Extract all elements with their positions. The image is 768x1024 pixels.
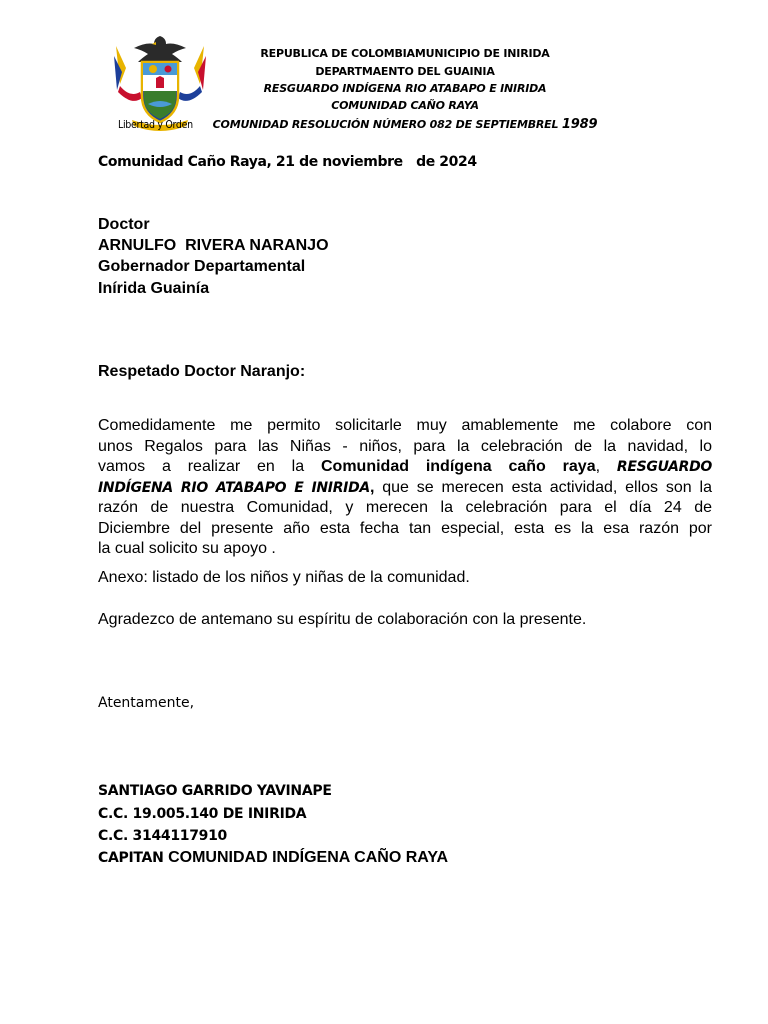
recipient-position: Gobernador Departamental xyxy=(98,258,306,275)
signer-phone: C.C. 3144117910 xyxy=(98,828,227,844)
resguardo-label: RESGUARDO xyxy=(616,459,713,475)
resguardo-name: INDÍGENA RIO ATABAPO E INIRIDA xyxy=(98,479,370,496)
header-line-1: REPUBLICA DE COLOMBIAMUNICIPIO DE INIRIDA xyxy=(260,47,550,60)
body-line-4-text: que se merecen esta actividad, ellos son la xyxy=(382,478,712,496)
closing: Atentamente, xyxy=(98,695,195,711)
signer-role-rest: COMUNIDAD INDÍGENA CAÑO RAYA xyxy=(168,849,449,866)
body-line-3-comma: , xyxy=(595,458,601,475)
body-line-1: Comedidamente me permito solicitarle muy amablemente me colabore con xyxy=(98,417,712,434)
body-line-6: Diciembre del presente año esta fecha tan especial, esta es la esa razón por xyxy=(98,519,712,537)
signer-cc: C.C. 19.005.140 DE INIRIDA xyxy=(98,806,307,822)
body-line-3 xyxy=(98,457,712,478)
header-line-5 xyxy=(210,117,600,132)
signer-name: SANTIAGO GARRIDO YAVINAPE xyxy=(98,783,332,799)
body-paragraph xyxy=(98,416,712,560)
body-line-4-comma: , xyxy=(369,478,375,496)
recipient-title: Doctor xyxy=(98,216,150,233)
body-line-5: razón de nuestra Comunidad, y merecen la celebración para el día 24 de xyxy=(98,499,712,516)
signer-role xyxy=(98,849,448,867)
body-line-2: unos Regalos para las Niñas - niños, para la celebración de la navidad, lo xyxy=(98,437,712,455)
header-line-2: DEPARTMAENTO DEL GUAINIA xyxy=(315,65,495,78)
greeting: Respetado Doctor Naranjo: xyxy=(98,363,306,380)
header-line-4: COMUNIDAD CAÑO RAYA xyxy=(331,99,479,112)
recipient-name: ARNULFO RIVERA NARANJO xyxy=(98,237,329,254)
header-year: 1989 xyxy=(561,117,598,132)
header-line-3: RESGUARDO INDÍGENA RIO ATABAPO E INIRIDA xyxy=(263,82,547,95)
annex-line: Anexo: listado de los niños y niñas de la comunidad. xyxy=(98,569,470,586)
recipient-location: Inírida Guainía xyxy=(98,280,210,297)
body-line-3-text: vamos a realizar en la xyxy=(98,458,305,475)
body-line-7: la cual solicito su apoyo . xyxy=(98,540,276,557)
community-name: Comunidad indígena caño raya xyxy=(321,458,596,475)
thanks-line: Agradezco de antemano su espíritu de colaboración con la presente. xyxy=(98,611,587,628)
signer-role-prefix: CAPITAN xyxy=(98,850,164,866)
crest-motto: Libertad y Orden xyxy=(118,119,193,131)
date-line: Comunidad Caño Raya, 21 de noviembre de 2024 xyxy=(98,154,477,170)
header-resolution: COMUNIDAD RESOLUCIÓN NÚMERO 082 DE SEPTIEMBREL xyxy=(212,118,559,131)
body-line-4 xyxy=(98,478,712,499)
